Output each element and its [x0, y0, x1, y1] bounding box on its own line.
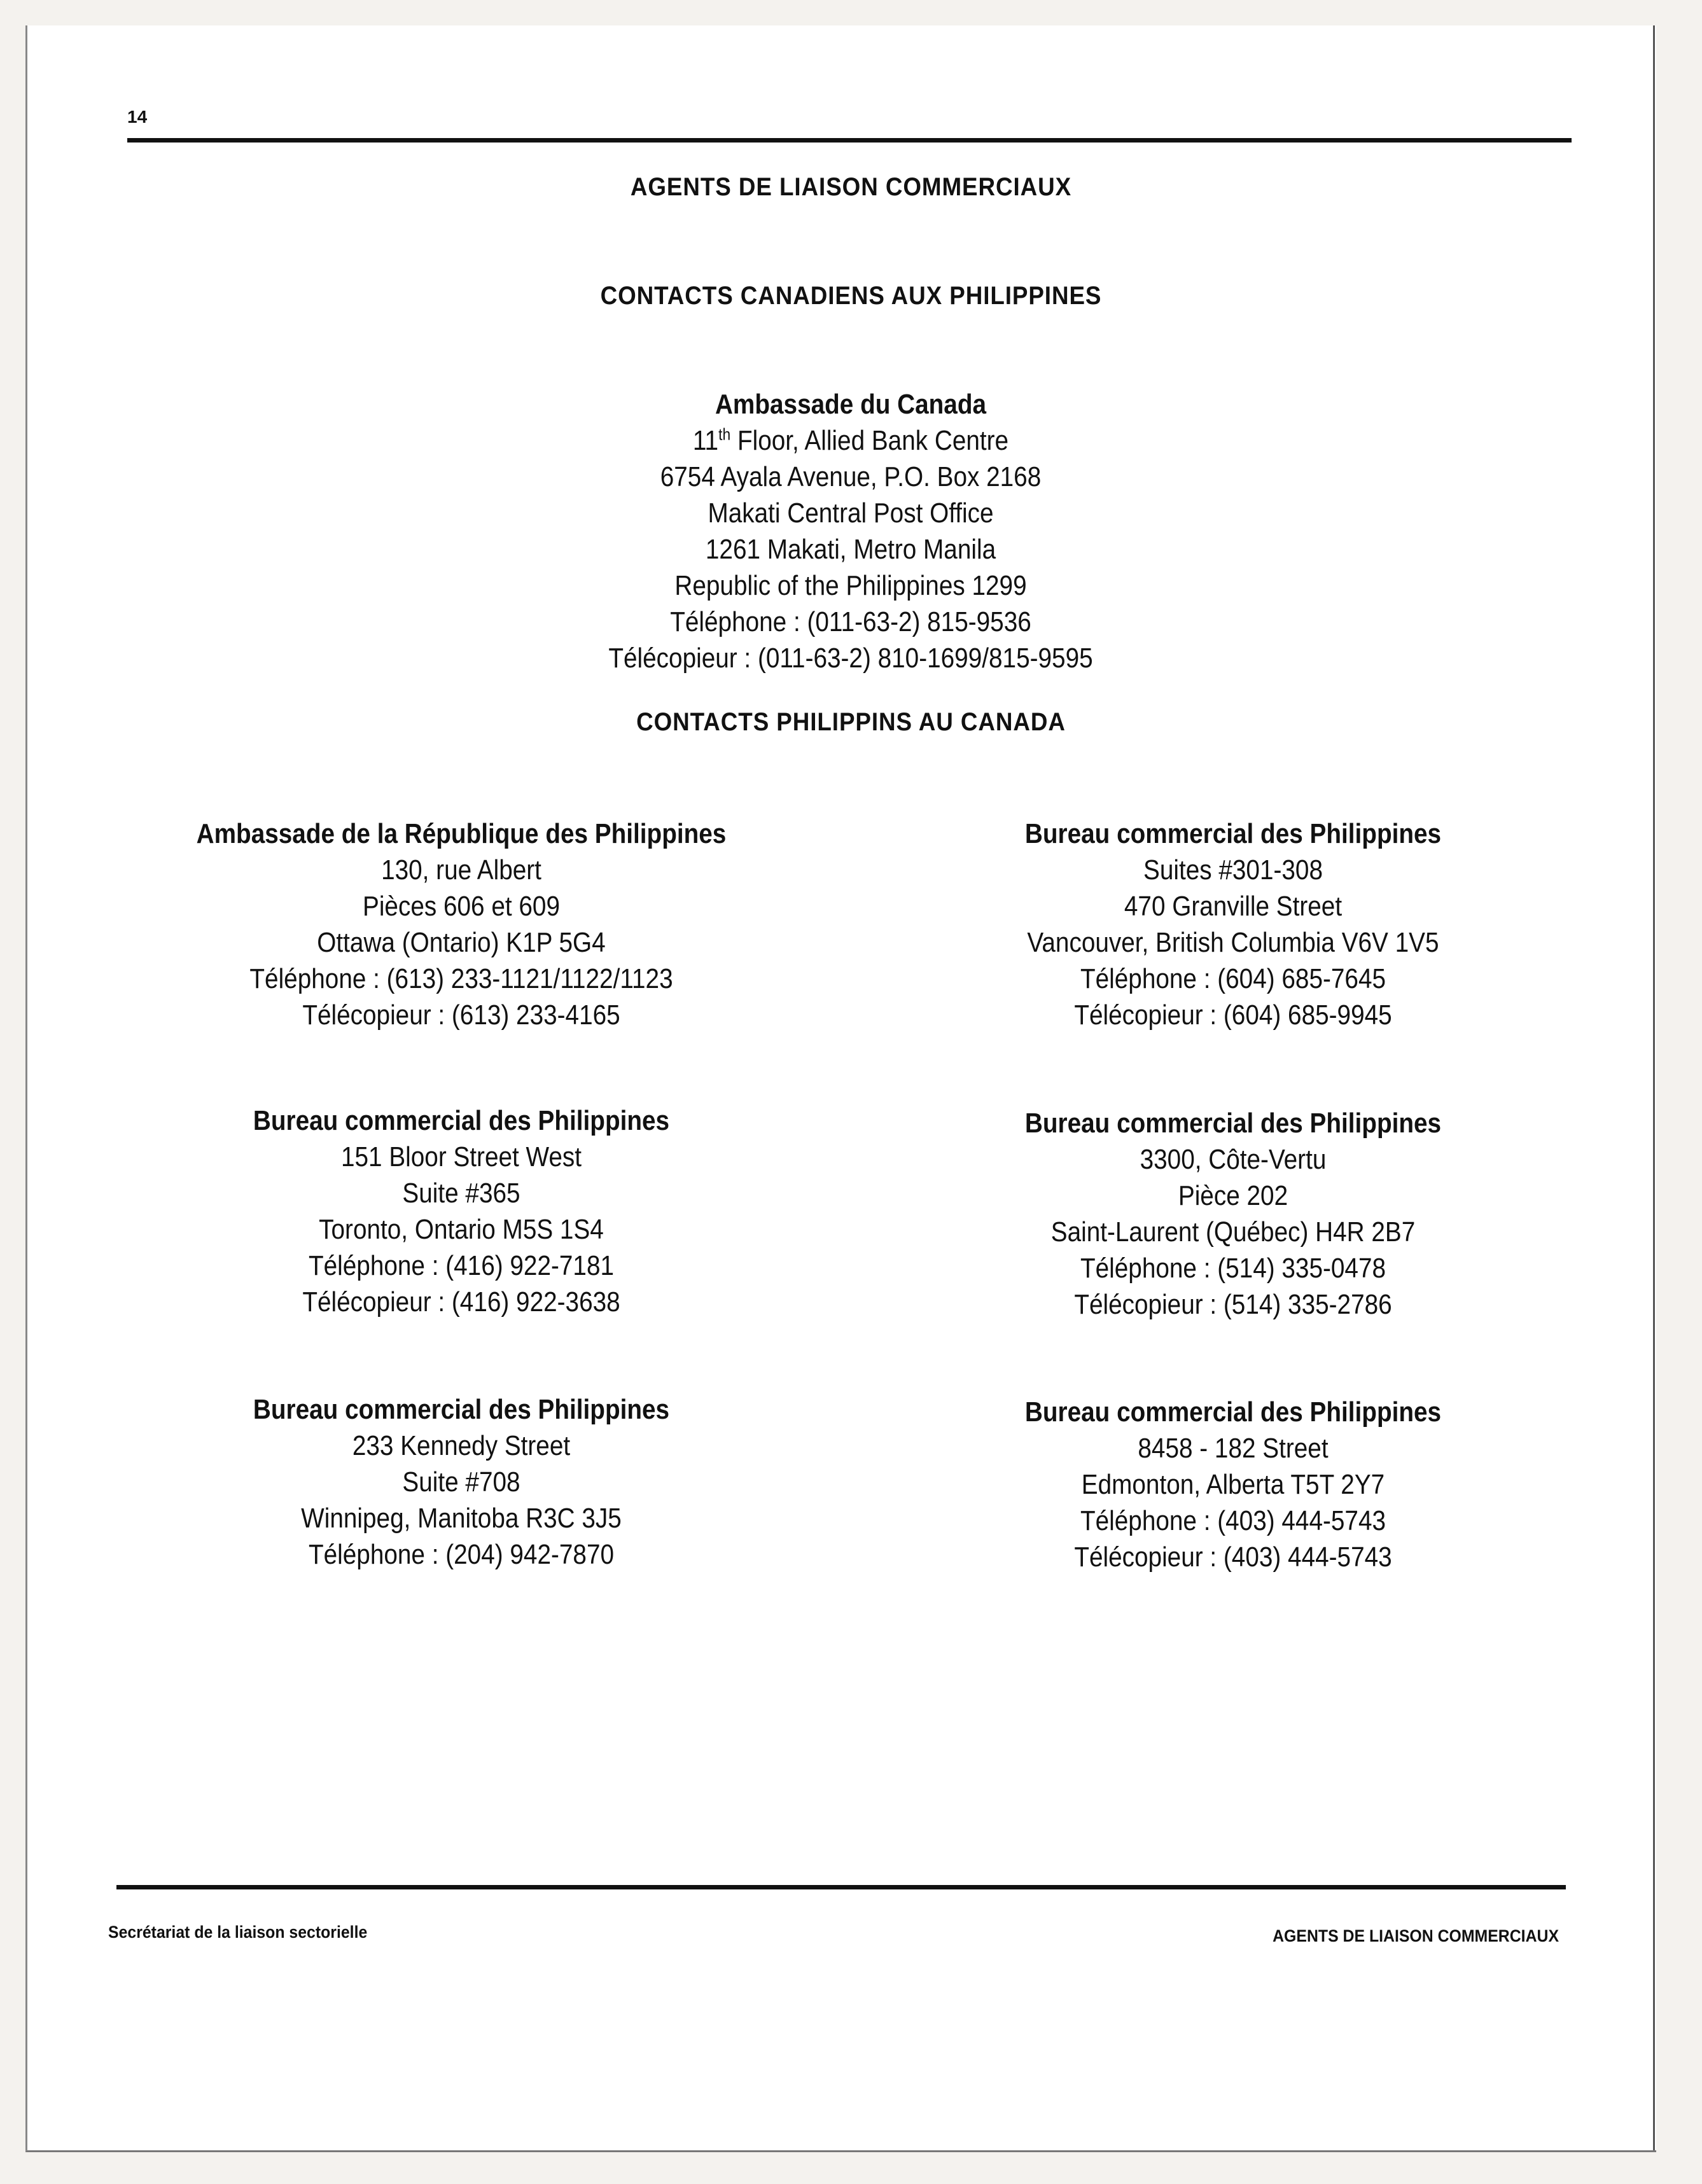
canadian-embassy-block — [571, 386, 1131, 676]
section-heading-canadian: CONTACTS CANADIENS AUX PHILIPPINES — [600, 282, 1102, 310]
address-line: 3300, Côte-Vertu — [1140, 1144, 1327, 1175]
office-name: Bureau commercial des Philippines — [253, 1394, 670, 1425]
address-line: 233 Kennedy Street — [352, 1430, 571, 1461]
address-line: Edmonton, Alberta T5T 2Y7 — [1081, 1469, 1385, 1500]
footer-right: AGENTS DE LIAISON COMMERCIAUX — [1273, 1926, 1559, 1945]
section-heading-philippine: CONTACTS PHILIPPINS AU CANADA — [636, 708, 1066, 736]
address-line: Saint-Laurent (Québec) H4R 2B7 — [1050, 1216, 1416, 1248]
fax-line: Télécopieur : (403) 444-5743 — [1074, 1541, 1392, 1573]
address-line: Republic of the Philippines 1299 — [674, 570, 1027, 601]
header-rule — [127, 138, 1572, 143]
saint-laurent-office-block — [953, 1105, 1513, 1323]
document-page — [25, 25, 1656, 2152]
address-line: Suite #708 — [402, 1466, 520, 1498]
page-right-edge — [1653, 25, 1655, 2150]
fax-line: Télécopieur : (011-63-2) 810-1699/815-9595 — [608, 643, 1093, 674]
fax-line: Télécopieur : (514) 335-2786 — [1074, 1289, 1392, 1320]
footer-rule — [116, 1885, 1566, 1889]
address-line: Makati Central Post Office — [708, 497, 994, 529]
toronto-office-block — [181, 1102, 741, 1320]
address-line: Vancouver, British Columbia V6V 1V5 — [1027, 927, 1439, 958]
address-line: Winnipeg, Manitoba R3C 3J5 — [301, 1503, 622, 1534]
fax-line: Télécopieur : (613) 233-4165 — [302, 999, 620, 1031]
footer-left: Secrétariat de la liaison sectorielle — [108, 1923, 368, 1942]
winnipeg-office-block — [181, 1391, 741, 1573]
edmonton-office-block — [953, 1394, 1513, 1575]
address-line: Suites #301-308 — [1143, 854, 1323, 886]
fax-line: Télécopieur : (604) 685-9945 — [1074, 999, 1392, 1031]
phone-line: Téléphone : (514) 335-0478 — [1080, 1253, 1386, 1284]
phone-line: Téléphone : (204) 942-7870 — [308, 1539, 615, 1570]
office-name: Bureau commercial des Philippines — [1024, 818, 1442, 849]
office-name: Ambassade du Canada — [715, 389, 987, 420]
address-line: Ottawa (Ontario) K1P 5G4 — [317, 927, 606, 958]
philippine-embassy-block — [181, 816, 741, 1033]
address-line: 151 Bloor Street West — [340, 1141, 582, 1172]
address-line: Toronto, Ontario M5S 1S4 — [319, 1214, 604, 1245]
phone-line: Téléphone : (604) 685-7645 — [1080, 963, 1386, 994]
address-line: 11th Floor, Allied Bank Centre — [692, 424, 1009, 456]
phone-line: Téléphone : (613) 233-1121/1122/1123 — [249, 963, 673, 994]
page-title: AGENTS DE LIAISON COMMERCIAUX — [630, 173, 1072, 201]
phone-line: Téléphone : (403) 444-5743 — [1080, 1505, 1386, 1536]
address-line: 130, rue Albert — [381, 854, 541, 886]
phone-line: Téléphone : (416) 922-7181 — [308, 1250, 615, 1281]
address-line: Pièces 606 et 609 — [362, 891, 560, 922]
fax-line: Télécopieur : (416) 922-3638 — [302, 1286, 620, 1318]
address-line: 470 Granville Street — [1124, 891, 1343, 922]
address-line: 8458 - 182 Street — [1138, 1433, 1329, 1464]
address-line: 1261 Makati, Metro Manila — [705, 534, 996, 565]
phone-line: Téléphone : (011-63-2) 815-9536 — [670, 606, 1031, 637]
page-number: 14 — [127, 107, 148, 127]
office-name: Ambassade de la République des Philippines — [196, 818, 727, 849]
address-line: Pièce 202 — [1178, 1180, 1288, 1211]
office-name: Bureau commercial des Philippines — [1024, 1108, 1442, 1139]
address-line: 6754 Ayala Avenue, P.O. Box 2168 — [660, 461, 1042, 492]
office-name: Bureau commercial des Philippines — [1024, 1396, 1442, 1428]
address-line: Suite #365 — [402, 1178, 520, 1209]
vancouver-office-block — [953, 816, 1513, 1033]
office-name: Bureau commercial des Philippines — [253, 1105, 670, 1136]
